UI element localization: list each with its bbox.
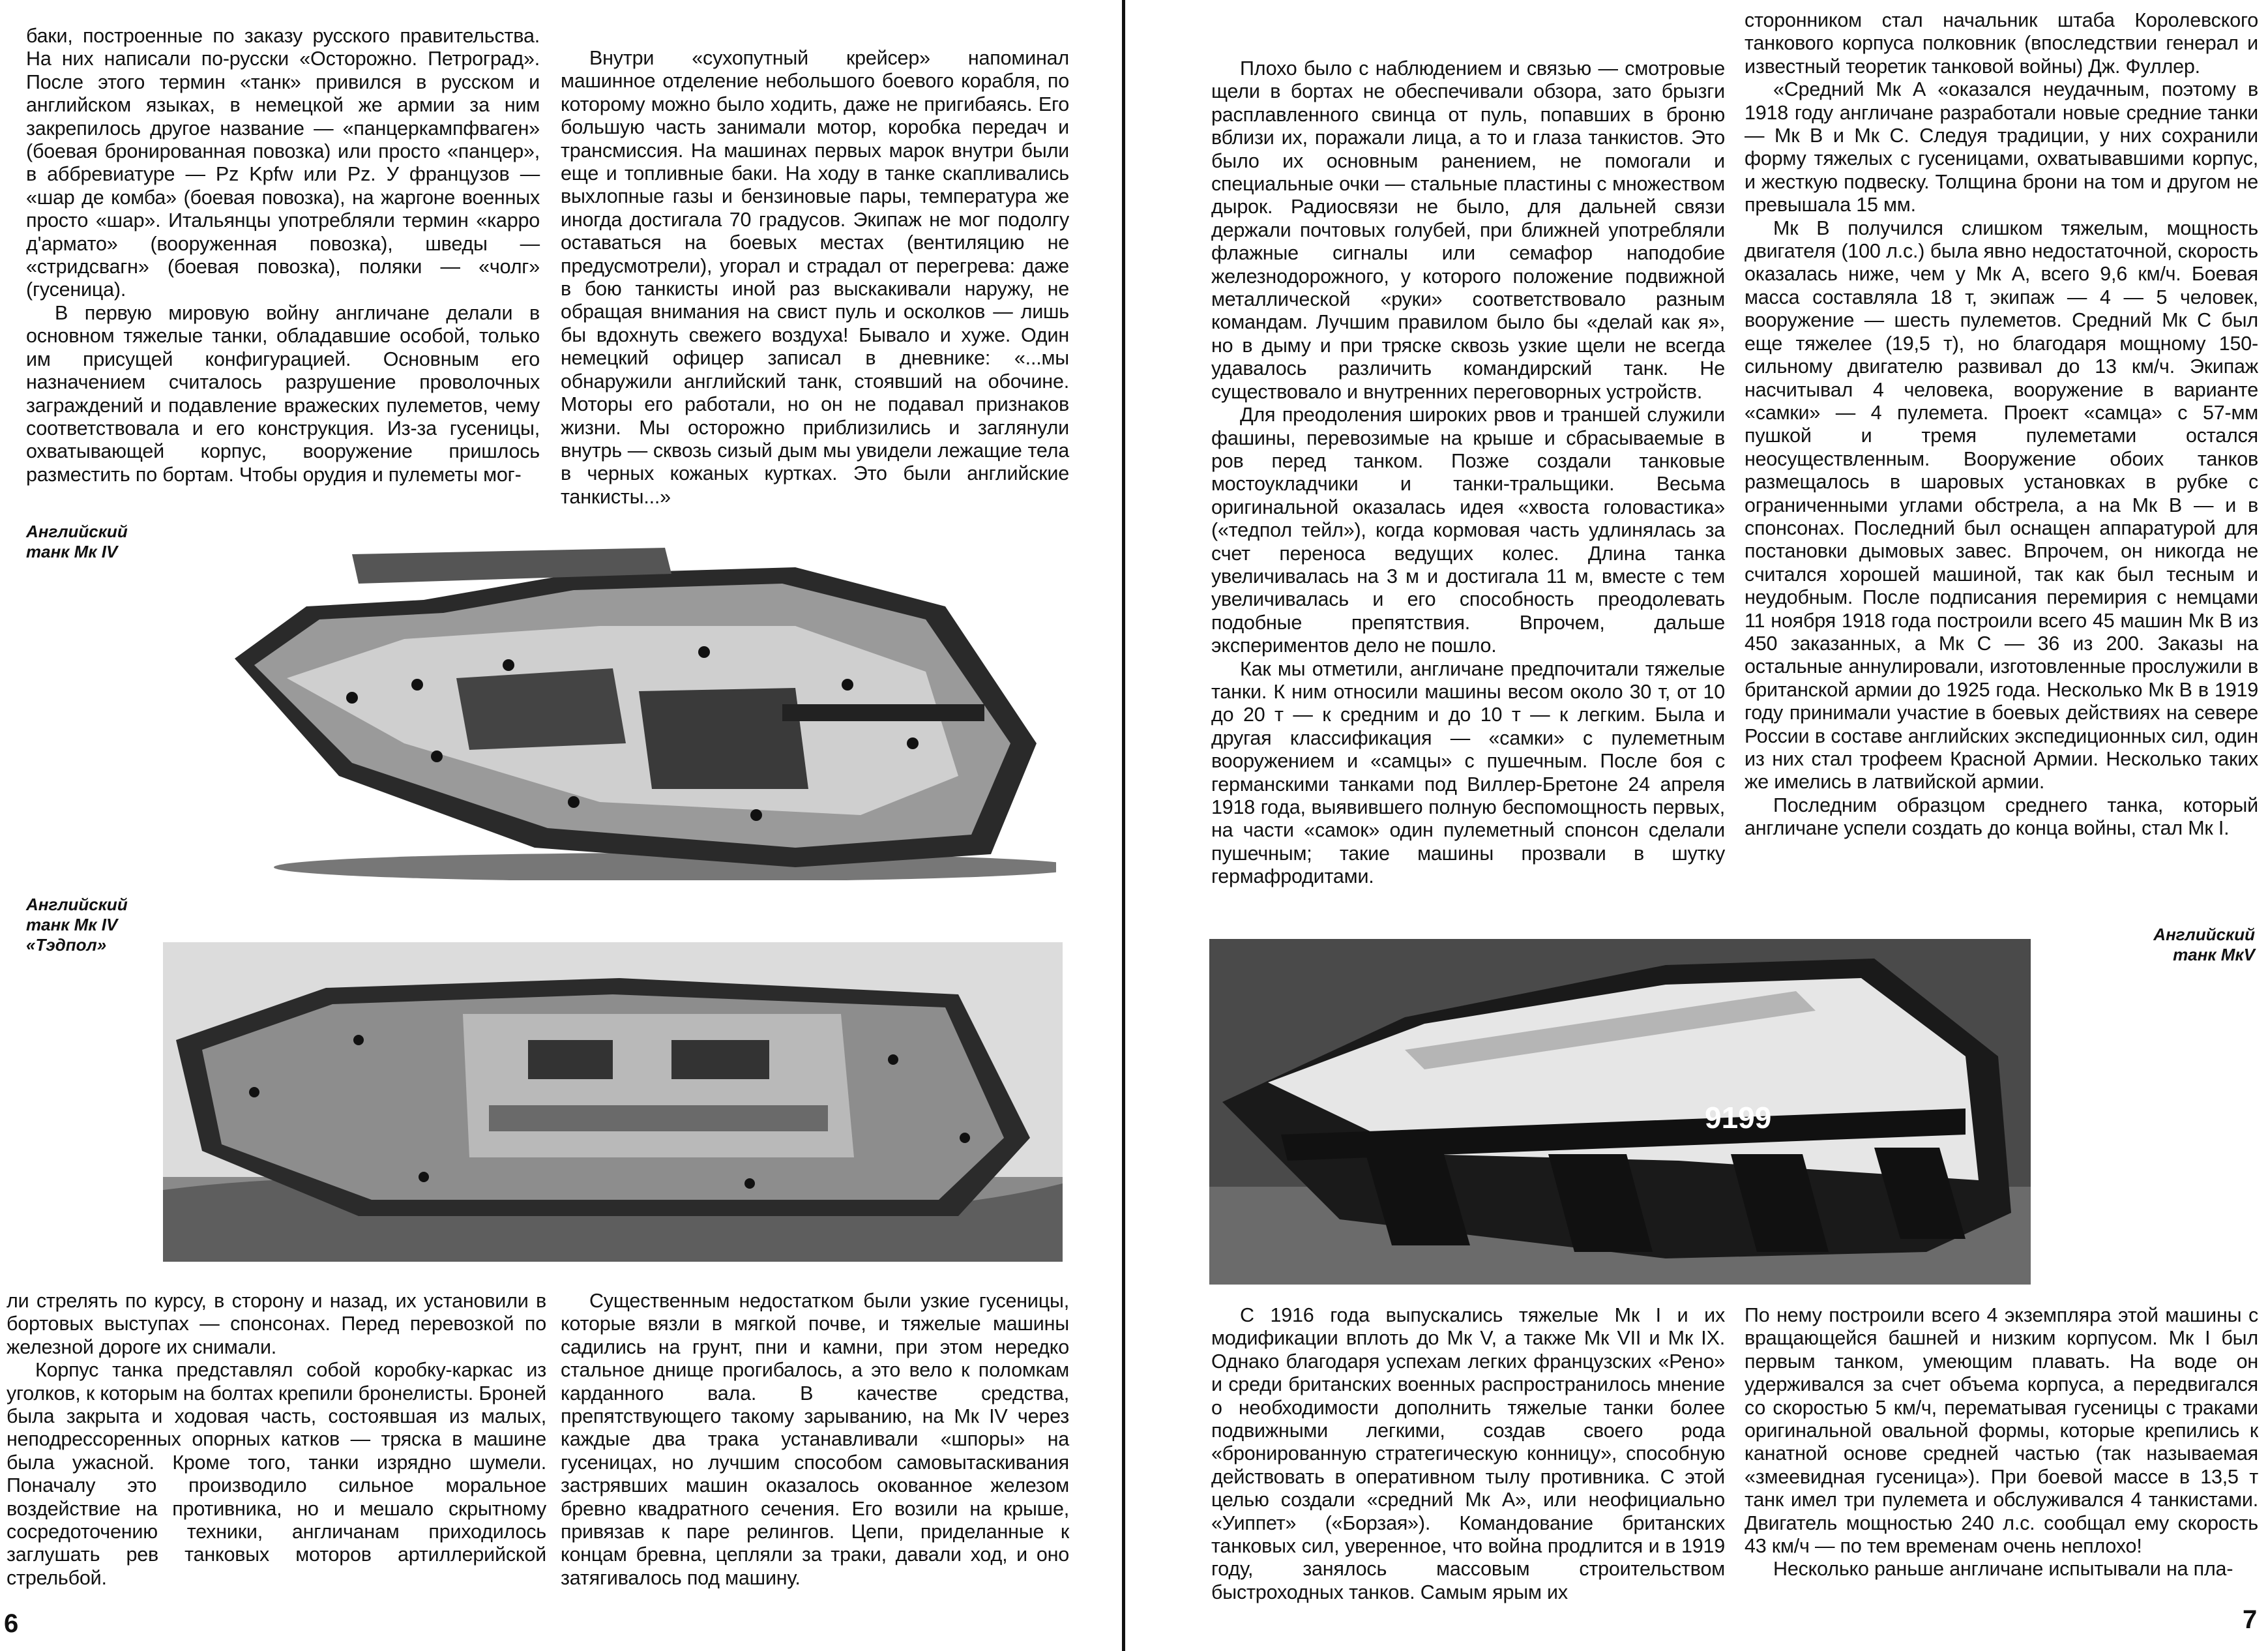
- page-number-right: 7: [2243, 1605, 2258, 1634]
- paragraph: баки, построенные по заказу русского правительства. На них написали по-русски «Осторожно. Петроград». После этого термин «танк» привился в русском и английском языках, в немецкой же армии за ним закрепилось другое название — «панцеркампфваген» (боевая бронированная повозка) или просто «панцер», в аббревиатуре — Pz Kpfw или Pz. У французов — «шар де комба» (боевая повозка), на жаргоне военных просто «шар». Итальянцы употребляли термин «карро д'армато» (вооруженная повозка), шведы — «стридсвагн» (боевая повозка), поляки — «чолг» (гусеница).: [26, 25, 540, 301]
- photo-caption-tadpole: Английский танк Мк IV «Тэдпол»: [26, 895, 128, 955]
- right-col3-top: [1211, 57, 1725, 889]
- photo-tank-mk4-tadpole: [163, 942, 1063, 1262]
- paragraph: «Средний Мк А «оказался неудачным, поэтому в 1918 году англичане разработали новые средние танки — Мк В и Мк С. Следуя традиции, у них сохранили форму тяжелых с гусеницами, охватывавшими корпус, и жесткую подвеску. Толщина брони на том и другом не превышала 15 мм.: [1745, 78, 2258, 216]
- tank-marking: 9199: [1705, 1101, 1772, 1135]
- page-number-left: 6: [4, 1609, 19, 1638]
- paragraph: С 1916 года выпускались тяжелые Мк I и их модификации вплоть до Мк V, а также Мк VII и Мк IX. Однако благодаря успехам легких французских «Рено» и среди британских военных распространилось мнение о необходимости дополнить тяжелые танки более подвижными легкими, создав своего рода «бронированную стратегическую конницу», способную действовать в оперативном тылу противника. С этой целью создали «средний Мк А», или неофициально «Уиппет» («Борзая»). Командование британских танковых сил, уверенное, что война продлится и в 1919 году, занялось массовым строительством быстроходных танков. Самым ярым их: [1211, 1304, 1725, 1603]
- paragraph: ли стрелять по курсу, в сторону и назад, их установили в бортовых выступах — спонсонах. Перед перевозкой по железной дороге их снимали.: [7, 1290, 546, 1358]
- paragraph: По нему построили всего 4 экземпляра этой машины с вращающейся башней и низким корпусом. Мк I был первым танком, умеющим плавать. На воде он удерживался за счет объема корпуса, а передвигался со скоростью 5 км/ч, перематывая гусеницы с траками оригинальной овальной формы, которые крепились к канатной основе средней частью (так называемая «змеевидная гусеница»). При боевой массе в 13,5 т танк имел три пулемета и обслуживался 4 танкистами. Двигатель мощностью 240 л.с. сообщал ему скорость 43 км/ч — по тем временам очень неплохо!: [1745, 1304, 2258, 1558]
- left-col2-bottom: [561, 1290, 1069, 1590]
- photo-tank-mk4: [209, 528, 1056, 880]
- paragraph: Мк В получился слишком тяжелым, мощность двигателя (100 л.с.) была явно недостаточной, скорость оказалась ниже, чем у Мк А, всего 9,6 км/ч. Боевая масса составляла 18 т, экипаж — 4 — 5 человек, вооружение — шесть пулеметов. Средний Мк С был еще тяжелее (19,5 т), но благодаря мощному 150-сильному двигателю развивал до 13 км/ч. Экипаж насчитывал 4 человека, вооружение в варианте «самки» — 4 пулемета. Проект «самца» с 57-мм пушкой и тремя пулеметами остался неосуществленным. Вооружение обоих танков размещалось в шаровых установках в рубке с ограниченными углами обстрела, а на Мк В — и в спонсонах. Последний был оснащен аппаратурой для постановки дымовых завес. Впрочем, он никогда не считался хорошей машиной, так как был тесным и неудобным. После подписания перемирия с немцами 11 ноября 1918 года построили всего 45 машин Мк В из 450 заказанных, а Мк С — 36 из 200. Заказы на остальные аннулировали, изготовленные прослужили в британской армии до 1925 года. Несколько Мк В в 1919 году принимали участие в боевых действиях на севере России в составе английских экспедиционных сил, один из них стал трофеем Красной Армии. Несколько таких же имелись в латвийской армии.: [1745, 216, 2258, 794]
- left-col2-top: [561, 47, 1069, 509]
- paragraph: Как мы отметили, англичане предпочитали тяжелые танки. К ним относили машины весом около 30 т, от 10 до 20 т — к средним и до 10 т — к легким. Была и другая классификация — «самки» с пулеметным вооружением и «самцы» с пушечным. После боя с германскими танками под Виллер-Бретоне 24 апреля 1918 года, выявившего полную беспомощность первых, на части «самок» один пулеметный спонсон сделали пушечным; такие машины прозвали в шутку гермафродитами.: [1211, 657, 1725, 888]
- paragraph: В первую мировую войну англичане делали в основном тяжелые танки, обладавшие особой, только им присущей конфигурацией. Основным его назначением считалось разрушение проволочных заграждений и подавление вражеских пулеметов, чему соответствовала и его конструкция. Из-за гусеницы, охватывающей корпус, вооружение пришлось разместить по бортам. Чтобы орудия и пулеметы мог-: [26, 301, 540, 486]
- right-col3-bottom: [1211, 1304, 1725, 1604]
- left-col1-bottom: [7, 1290, 546, 1590]
- right-col4-top: [1745, 9, 2258, 840]
- paragraph: Плохо было с наблюдением и связью — смотровые щели в бортах не обеспечивали обзора, зато брызги расплавленного свинца от пуль, попавших в броню вблизи их, поражали лица, а то и глаза танкистов. Это было их основным ранением, не помогали и специальные очки — стальные пластины с множеством дырок. Радиосвязи не было, для дальней связи держали почтовых голубей, при ближней употребляли флажные сигналы или семафор наподобие железнодорожного, у которого положение подвижной металлической «руки» соответствовало разным командам. Лучшим правилом было бы «делай как я», но в дыму и при тряске сквозь узкие щели не всегда удавалось различить командирский танк. Не существовало и внутренних переговорных устройств.: [1211, 57, 1725, 403]
- paragraph: Последним образцом среднего танка, который англичане успели создать до конца войны, стал Мк I.: [1745, 794, 2258, 840]
- photo-caption-mk5: Английский танк МкV: [2153, 925, 2255, 964]
- paragraph: Корпус танка представлял собой коробку-каркас из уголков, к которым на болтах крепили бронелисты. Броней была закрыта и ходовая часть, состоявшая из малых, неподрессоренных опорных катков — тряска в машине была ужасной. Кроме того, танки изрядно шумели. Поначалу это производило сильное моральное воздействие на противника, но и мешало скрытному сосредоточению техники, англичанам приходилось заглушать рев танковых моторов артиллерийской стрельбой.: [7, 1359, 546, 1589]
- paragraph: сторонником стал начальник штаба Королевского танкового корпуса полковник (впоследствии генерал и известный теоретик танковой войны) Дж. Фуллер.: [1745, 9, 2258, 78]
- right-col4-bottom: [1745, 1304, 2258, 1581]
- paragraph: Несколько раньше англичане испытывали на пла-: [1773, 1558, 2233, 1581]
- page-gutter: [1122, 0, 1125, 1651]
- paragraph: Внутри «сухопутный крейсер» напоминал машинное отделение небольшого боевого корабля, по которому можно было ходить, даже не пригибаясь. Его большую часть занимали мотор, коробка передач и трансмиссия. На машинах первых марок внутри были еще и топливные баки. На ходу в танке скапливались выхлопные газы и бензиновые пары, температура же иногда достигала 70 градусов. Экипаж не мог подолгу оставаться на боевых местах (вентиляцию не предусмотрели), угорал и страдал от перегрева: даже в бою танкисты иной раз выскакивали наружу, не обращая внимания на свист пуль и осколков — лишь бы вдохнуть свежего воздуха! Бывало и хуже. Один немецкий офицер записал в дневнике: «...мы обнаружили английский танк, стоявший на обочине. Моторы его работали, но он не подавал признаков жизни. Мы осторожно приблизились и заглянули внутрь — сквозь сизый дым мы увидели лежащие тела в черных кожаных куртках. Это были английские танкисты...»: [561, 47, 1069, 508]
- paragraph: Для преодоления широких рвов и траншей служили фашины, перевозимые на крыше и сбрасываемые в ров перед танком. Позже создали танковые мостоукладчики и танки-тральщики. Весьма оригинальной оказалась идея «хвоста головастика» («тедпол тейл»), когда кормовая часть удлинялась за счет переноса ведущих колес. Длина танка увеличивалась на 3 м и достигала 11 м, вместе с тем увеличивалась и его способность преодолевать подобные препятствия. Впрочем, дальше экспериментов дело не пошло.: [1211, 404, 1725, 657]
- left-col1-top: [26, 25, 540, 486]
- photo-tank-mk5: [1209, 939, 2031, 1285]
- paragraph: Существенным недостатком были узкие гусеницы, которые вязли в мягкой почве, и тяжелые машины садились на грунт, пни и камни, при этом нередко стальное днище прогибалось, а это вело к поломкам карданного вала. В качестве средства, препятствующего такому зарыванию, на Мк IV через каждые два трака устанавливали «шпоры» на гусеницах, но лучшим способом самовытаскивания застрявших машин оказалось окованное железом бревно квадратного сечения. Его возили на крыше, привязав к паре релингов. Цепи, приделанные к концам бревна, цепляли за траки, давали ход, и оно затягивалось под машину.: [561, 1290, 1069, 1589]
- photo-caption-mk4: Английский танк Мк IV: [26, 522, 128, 561]
